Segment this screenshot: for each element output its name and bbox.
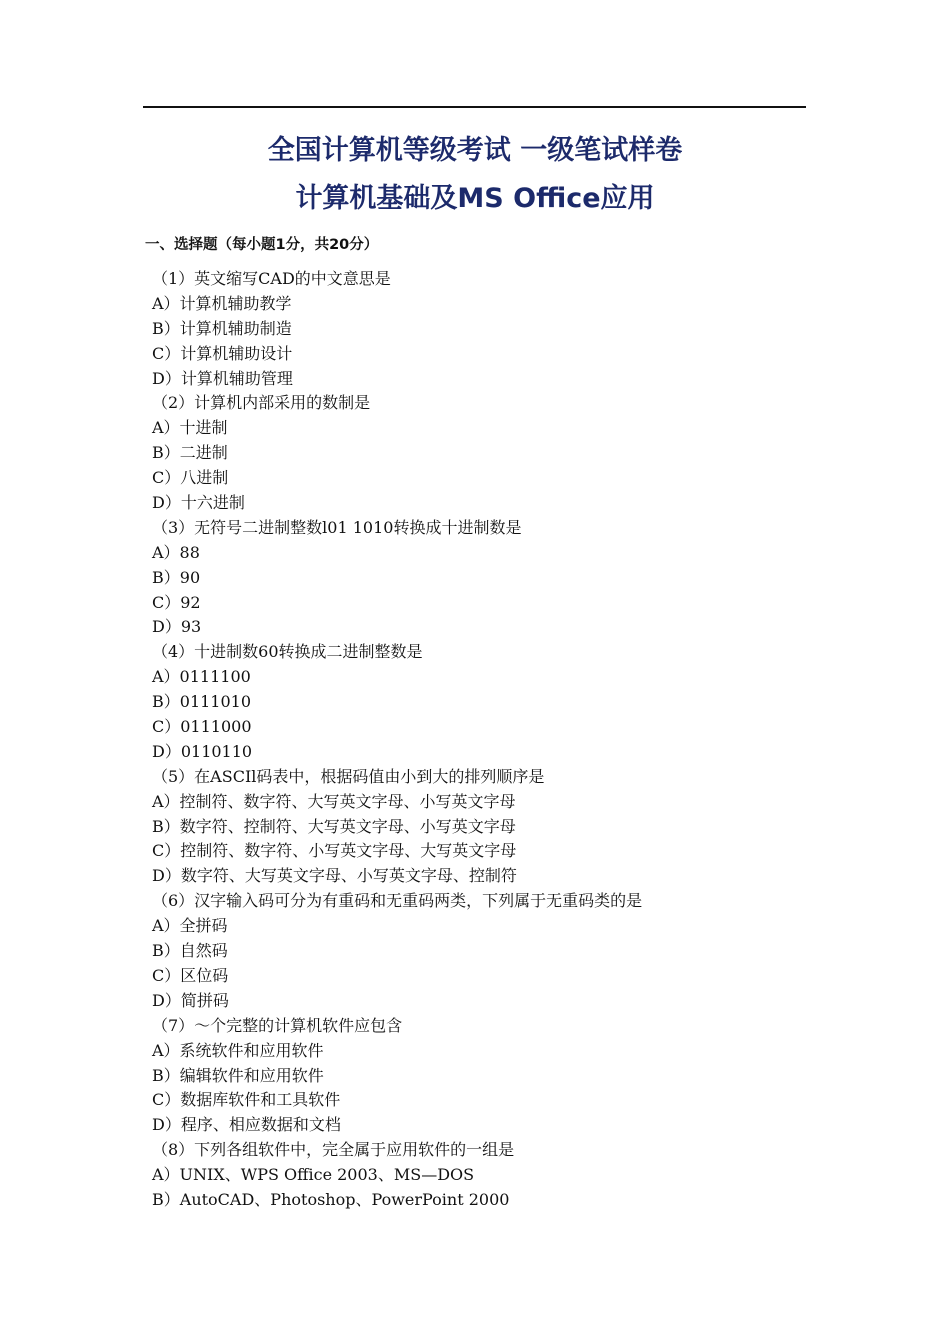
answer-option: D）0110110 — [152, 741, 253, 761]
answer-option: C）0111000 — [152, 717, 252, 737]
question-text: （8）下列各组软件中，完全属于应用软件的一组是 — [152, 1140, 515, 1160]
answer-option: B）二进制 — [152, 443, 228, 463]
answer-option: B）0111010 — [152, 692, 252, 712]
answer-option: A）0111100 — [152, 667, 251, 687]
answer-option: C）计算机辅助设计 — [152, 343, 293, 363]
document-title: 全国计算机等级考试 一级笔试样卷 — [267, 135, 683, 166]
question-text: （1）英文缩写CAD的中文意思是 — [152, 269, 391, 288]
answer-option: B）编辑软件和应用软件 — [152, 1065, 324, 1085]
answer-option: C）区位码 — [152, 965, 229, 985]
answer-option: A）88 — [152, 542, 200, 562]
answer-option: C）92 — [152, 592, 201, 612]
question-text: （2）计算机内部采用的数制是 — [152, 393, 371, 413]
answer-option: A）UNIX、WPS Office 2003、MS—DOS — [152, 1165, 475, 1185]
question-text: （5）在ASCIl码表中，根据码值由小到大的排列顺序是 — [152, 766, 545, 786]
answer-option: C）八进制 — [152, 468, 229, 488]
answer-option: D）十六进制 — [152, 493, 245, 513]
answer-option: A）全拼码 — [152, 916, 228, 936]
answer-option: B）自然码 — [152, 941, 228, 961]
answer-option: C）控制符、数字符、小写英文字母、大写英文字母 — [152, 841, 517, 861]
answer-option: D）93 — [152, 617, 202, 637]
answer-option: B）计算机辅助制造 — [152, 318, 292, 338]
answer-option: B）AutoCAD、Photoshop、PowerPoint 2000 — [152, 1189, 510, 1209]
answer-option: D）数字符、大写英文字母、小写英文字母、控制符 — [152, 866, 517, 886]
document-subtitle: 计算机基础及MS Office应用 — [295, 183, 655, 214]
question-text: （7）～个完整的计算机软件应包含 — [152, 1015, 403, 1035]
answer-option: D）简拼码 — [152, 990, 229, 1010]
question-text: （4）十进制数60转换成二进制整数是 — [152, 642, 423, 662]
section-heading: 一、选择题（每小题1分，共20分） — [145, 237, 379, 253]
question-list — [152, 267, 642, 1213]
answer-option: B）90 — [152, 567, 201, 587]
answer-option: D）计算机辅助管理 — [152, 368, 293, 388]
answer-option: D）程序、相应数据和文档 — [152, 1115, 341, 1135]
header-rule — [143, 106, 806, 108]
answer-option: B）数字符、控制符、大写英文字母、小写英文字母 — [152, 816, 516, 836]
answer-option: C）数据库软件和工具软件 — [152, 1090, 341, 1110]
question-text: （3）无符号二进制整数l01 1010转换成十进制数是 — [152, 517, 522, 537]
answer-option: A）控制符、数字符、大写英文字母、小写英文字母 — [152, 791, 516, 811]
answer-option: A）十进制 — [152, 418, 228, 438]
answer-option: A）计算机辅助教学 — [152, 293, 292, 313]
answer-option: A）系统软件和应用软件 — [152, 1040, 324, 1060]
question-text: （6）汉字输入码可分为有重码和无重码两类，下列属于无重码类的是 — [152, 891, 643, 911]
